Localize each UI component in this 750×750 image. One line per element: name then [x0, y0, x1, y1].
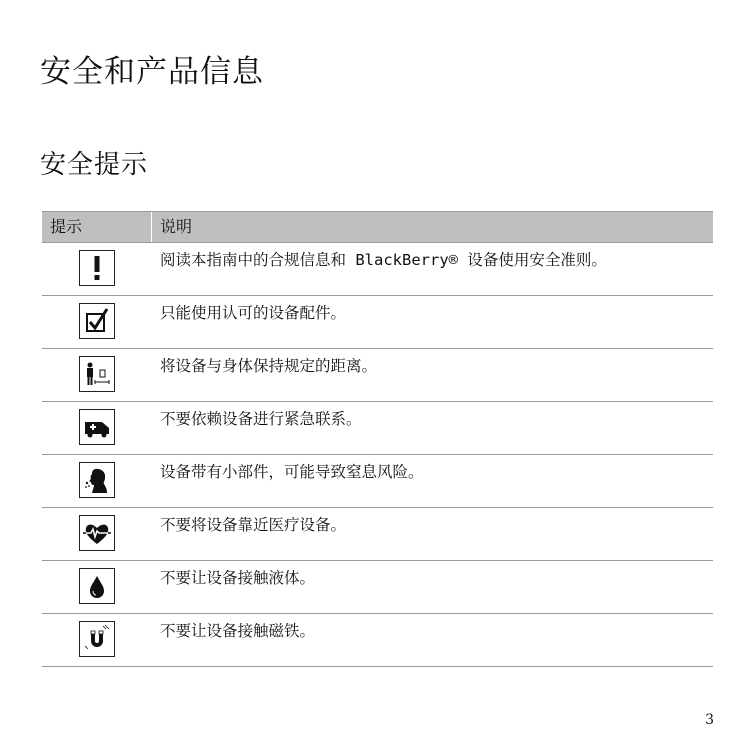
header-description: 说明	[160, 217, 193, 236]
table-row	[42, 349, 713, 402]
section-title: 安全提示	[40, 150, 149, 180]
heart-monitor-icon	[79, 515, 115, 551]
page-title: 安全和产品信息	[40, 54, 264, 90]
table-row	[42, 296, 713, 349]
row-description: 不要让设备接触磁铁。	[160, 622, 316, 640]
row-description: 只能使用认可的设备配件。	[160, 304, 347, 322]
row-description: 阅读本指南中的合规信息和 BlackBerry® 设备使用安全准则。	[160, 251, 607, 269]
row-description: 不要让设备接触液体。	[160, 569, 316, 587]
checkmark-icon	[79, 303, 115, 339]
table-header	[42, 211, 713, 243]
row-description: 不要依赖设备进行紧急联系。	[160, 410, 362, 428]
ambulance-icon	[79, 409, 115, 445]
table-row	[42, 402, 713, 455]
table-row	[42, 508, 713, 561]
header-tip: 提示	[42, 212, 152, 242]
table-row	[42, 243, 713, 296]
exclamation-icon	[79, 250, 115, 286]
safety-tips-table	[42, 211, 713, 667]
row-description: 将设备与身体保持规定的距离。	[160, 357, 378, 375]
liquid-drop-icon	[79, 568, 115, 604]
magnet-icon	[79, 621, 115, 657]
body-distance-icon	[79, 356, 115, 392]
table-row	[42, 455, 713, 508]
page-number: 3	[705, 712, 714, 728]
row-description: 不要将设备靠近医疗设备。	[160, 516, 347, 534]
table-row	[42, 614, 713, 667]
table-row	[42, 561, 713, 614]
choking-hazard-icon	[79, 462, 115, 498]
row-description: 设备带有小部件，可能导致窒息风险。	[160, 463, 424, 481]
